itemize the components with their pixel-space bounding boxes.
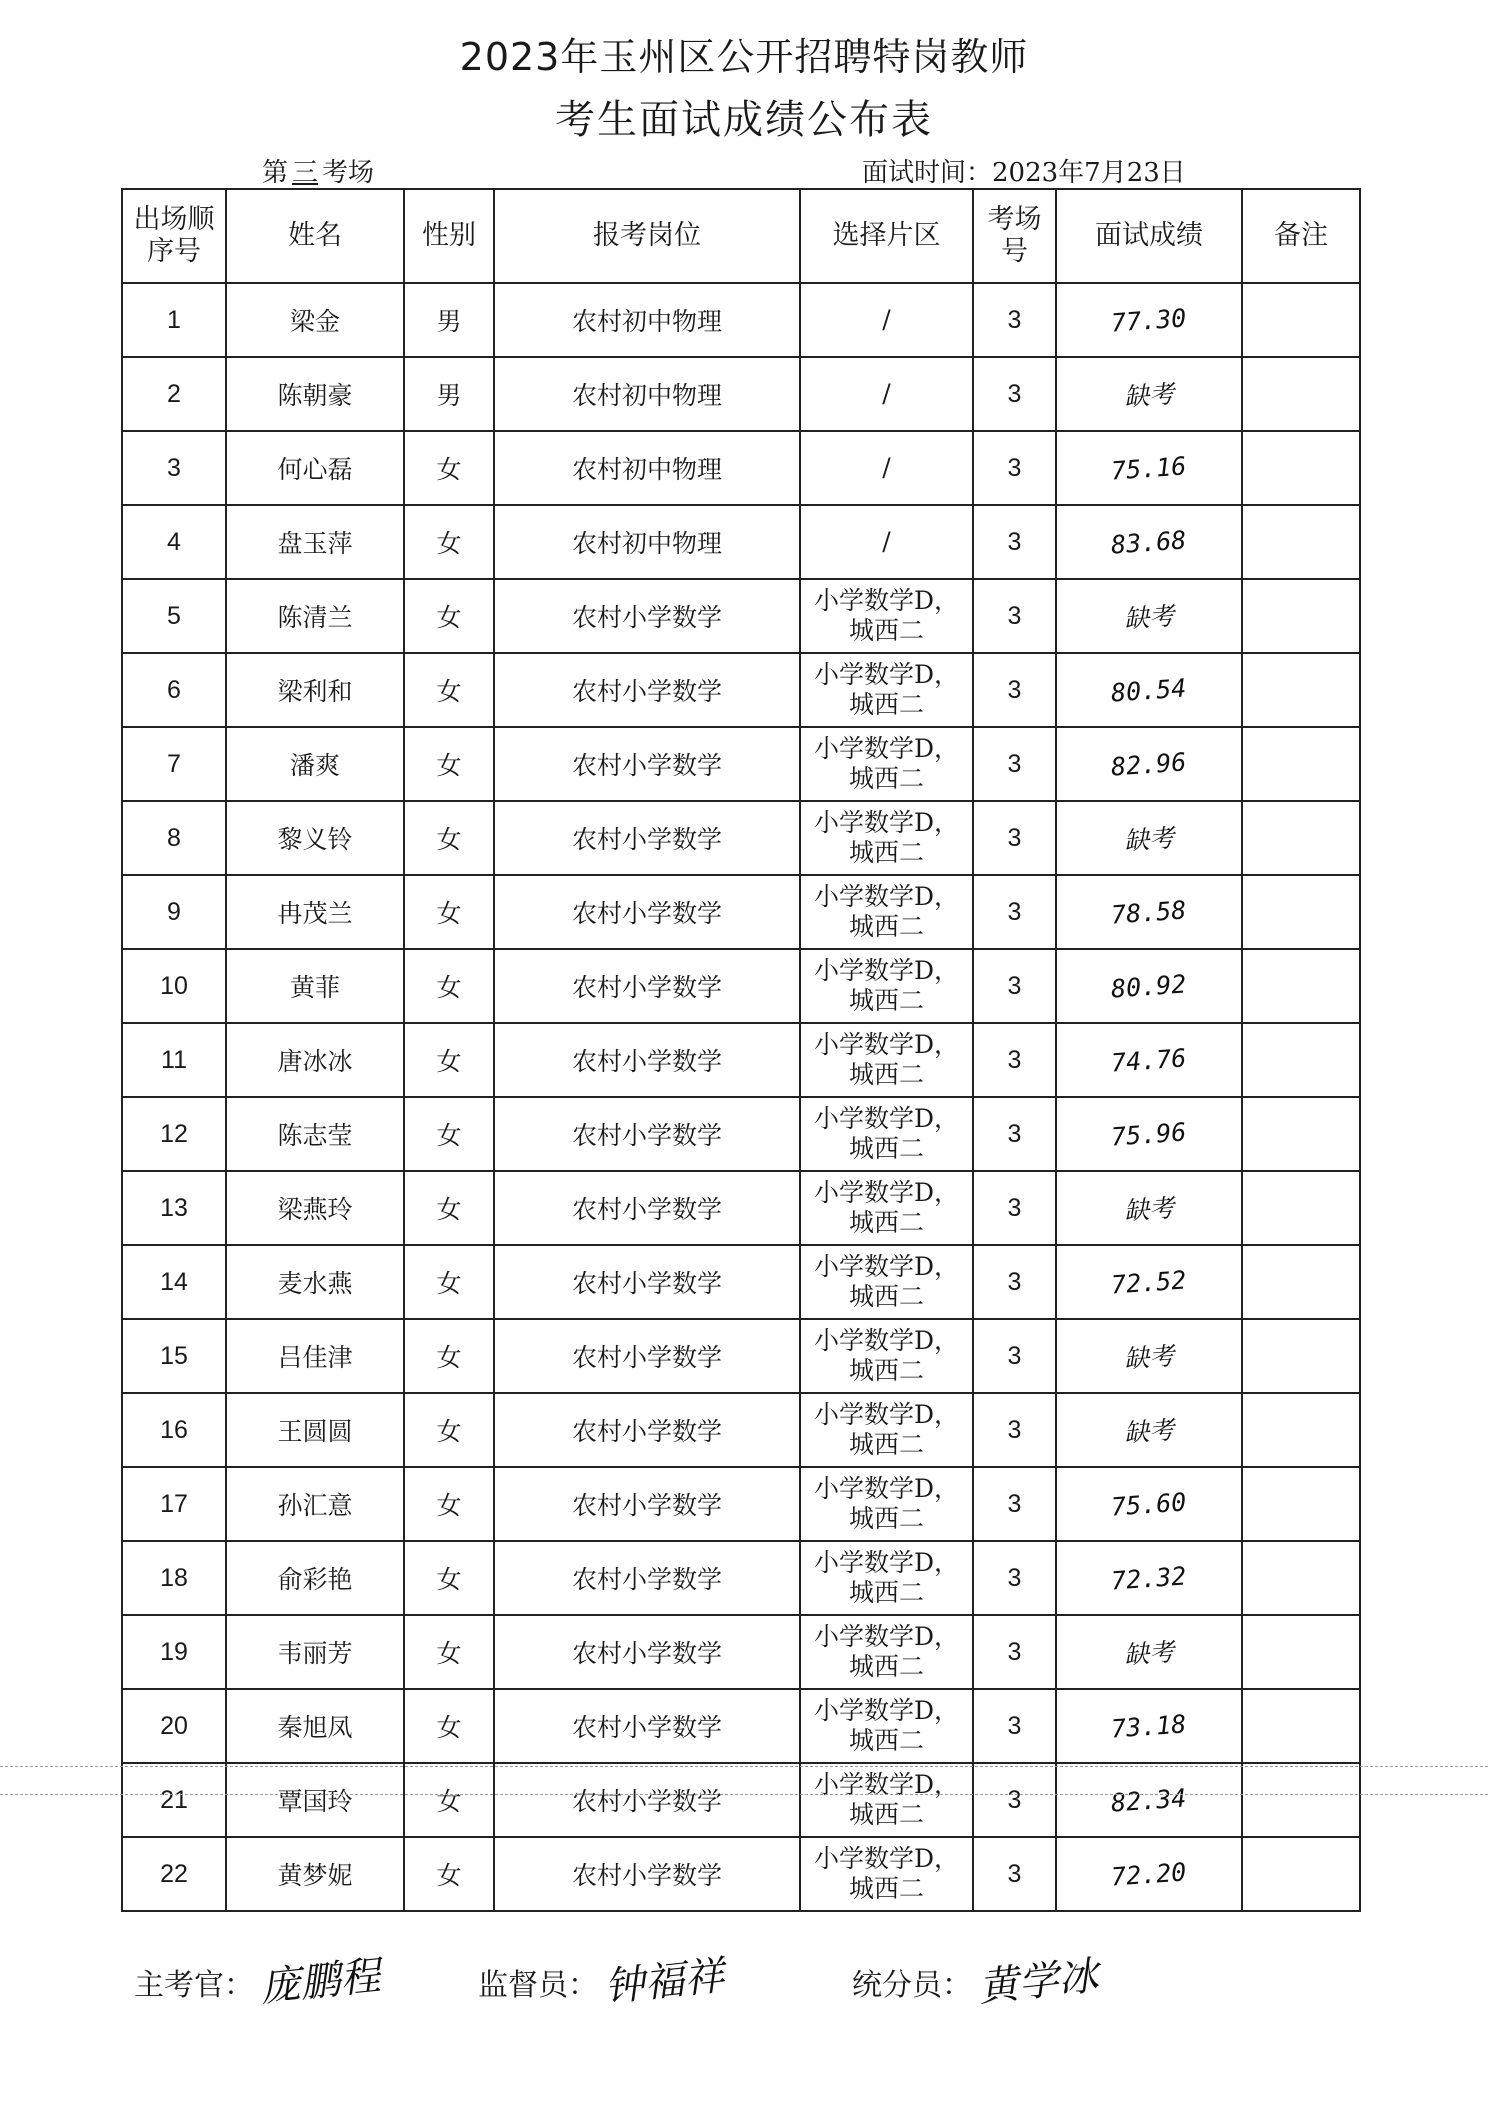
col-gender-cell: 女 bbox=[404, 1615, 494, 1689]
col-area-cell: 小学数学D， 城西二 bbox=[800, 875, 973, 949]
col-name-cell: 陈志莹 bbox=[226, 1097, 404, 1171]
col-room-cell: 3 bbox=[973, 579, 1056, 653]
col-area-cell: 小学数学D， 城西二 bbox=[800, 949, 973, 1023]
col-name-cell: 陈朝豪 bbox=[226, 357, 404, 431]
col-area-cell: 小学数学D， 城西二 bbox=[800, 1245, 973, 1319]
col-name-cell: 梁利和 bbox=[226, 653, 404, 727]
col-note-cell bbox=[1242, 1837, 1360, 1911]
handwritten-score: 缺考 bbox=[1123, 1193, 1176, 1226]
col-name-cell: 孙汇意 bbox=[226, 1467, 404, 1541]
col-room-cell: 3 bbox=[973, 1467, 1056, 1541]
col-gender-cell: 女 bbox=[404, 801, 494, 875]
handwritten-score: 75.16 bbox=[1110, 450, 1188, 486]
col-post-cell: 农村小学数学 bbox=[494, 1689, 800, 1763]
room-number: 三 bbox=[292, 158, 319, 188]
col-name-cell: 麦水燕 bbox=[226, 1245, 404, 1319]
col-score-cell bbox=[1056, 727, 1242, 801]
col-order-no-cell: 6 bbox=[122, 653, 226, 727]
col-room-header: 考场 号 bbox=[973, 189, 1056, 283]
col-order-no-cell: 20 bbox=[122, 1689, 226, 1763]
col-gender-cell: 女 bbox=[404, 653, 494, 727]
col-name-cell: 黎义铃 bbox=[226, 801, 404, 875]
table-row bbox=[122, 653, 1360, 727]
scan-artifact-line bbox=[0, 1794, 1488, 1795]
col-name-cell: 韦丽芳 bbox=[226, 1615, 404, 1689]
col-area-cell: 小学数学D， 城西二 bbox=[800, 1097, 973, 1171]
col-post-header: 报考岗位 bbox=[494, 189, 800, 283]
col-post-cell: 农村小学数学 bbox=[494, 1245, 800, 1319]
room-suffix: 考场 bbox=[322, 158, 375, 188]
handwritten-score: 78.58 bbox=[1110, 894, 1188, 930]
col-room-cell: 3 bbox=[973, 1689, 1056, 1763]
col-post-cell: 农村小学数学 bbox=[494, 1097, 800, 1171]
table-row bbox=[122, 875, 1360, 949]
scan-artifact-line bbox=[0, 1766, 1488, 1767]
exam-room-label bbox=[262, 152, 374, 189]
col-gender-cell: 女 bbox=[404, 431, 494, 505]
examiner-signature-block bbox=[134, 1950, 383, 2012]
col-note-cell bbox=[1242, 283, 1360, 357]
col-room-cell: 3 bbox=[973, 1541, 1056, 1615]
col-score-cell bbox=[1056, 1615, 1242, 1689]
col-note-cell bbox=[1242, 727, 1360, 801]
handwritten-score: 缺考 bbox=[1123, 601, 1176, 634]
col-name-cell: 梁金 bbox=[226, 283, 404, 357]
col-note-cell bbox=[1242, 1245, 1360, 1319]
col-note-cell bbox=[1242, 653, 1360, 727]
col-post-cell: 农村小学数学 bbox=[494, 1393, 800, 1467]
col-score-cell bbox=[1056, 1689, 1242, 1763]
col-score-cell bbox=[1056, 801, 1242, 875]
col-gender-cell: 女 bbox=[404, 1467, 494, 1541]
handwritten-score: 80.54 bbox=[1110, 672, 1188, 708]
table-row bbox=[122, 357, 1360, 431]
col-name-cell: 秦旭凤 bbox=[226, 1689, 404, 1763]
handwritten-score: 72.52 bbox=[1110, 1264, 1188, 1300]
col-gender-cell: 女 bbox=[404, 1689, 494, 1763]
handwritten-score: 缺考 bbox=[1123, 1637, 1176, 1670]
table-header-row bbox=[122, 189, 1360, 283]
col-note-cell bbox=[1242, 431, 1360, 505]
col-gender-cell: 女 bbox=[404, 1319, 494, 1393]
col-area-cell: 小学数学D， 城西二 bbox=[800, 1319, 973, 1393]
col-score-cell bbox=[1056, 875, 1242, 949]
col-order-no-cell: 21 bbox=[122, 1763, 226, 1837]
col-note-cell bbox=[1242, 505, 1360, 579]
table-row bbox=[122, 1467, 1360, 1541]
handwritten-score: 83.68 bbox=[1110, 524, 1188, 560]
col-gender-cell: 女 bbox=[404, 1245, 494, 1319]
table-row bbox=[122, 1837, 1360, 1911]
col-area-cell: 小学数学D， 城西二 bbox=[800, 653, 973, 727]
col-name-cell: 王圆圆 bbox=[226, 1393, 404, 1467]
col-gender-cell: 女 bbox=[404, 1393, 494, 1467]
col-area-cell: 小学数学D， 城西二 bbox=[800, 1023, 973, 1097]
col-name-header: 姓名 bbox=[226, 189, 404, 283]
table-row bbox=[122, 1245, 1360, 1319]
col-order-no-cell: 17 bbox=[122, 1467, 226, 1541]
signature-area bbox=[134, 1950, 1234, 2030]
col-note-cell bbox=[1242, 1097, 1360, 1171]
col-area-cell: 小学数学D， 城西二 bbox=[800, 1541, 973, 1615]
col-score-cell bbox=[1056, 1837, 1242, 1911]
col-post-cell: 农村小学数学 bbox=[494, 875, 800, 949]
scorer-signature: 黄学冰 bbox=[976, 1952, 1101, 2012]
col-gender-cell: 女 bbox=[404, 1171, 494, 1245]
document-subtitle: 考生面试成绩公布表 bbox=[555, 97, 933, 143]
col-room-cell: 3 bbox=[973, 431, 1056, 505]
handwritten-score: 缺考 bbox=[1123, 1415, 1176, 1448]
col-name-cell: 吕佳津 bbox=[226, 1319, 404, 1393]
col-gender-cell: 女 bbox=[404, 1837, 494, 1911]
col-order-no-cell: 4 bbox=[122, 505, 226, 579]
col-post-cell: 农村小学数学 bbox=[494, 1763, 800, 1837]
table-row bbox=[122, 1171, 1360, 1245]
col-room-cell: 3 bbox=[973, 801, 1056, 875]
scorer-label: 统分员： bbox=[852, 1968, 972, 2003]
handwritten-score: 75.96 bbox=[1110, 1116, 1188, 1152]
col-room-cell: 3 bbox=[973, 1245, 1056, 1319]
table-row bbox=[122, 431, 1360, 505]
col-order-no-cell: 11 bbox=[122, 1023, 226, 1097]
supervisor-signature: 钟福祥 bbox=[602, 1952, 727, 2012]
col-order-no-cell: 9 bbox=[122, 875, 226, 949]
col-order-no-cell: 19 bbox=[122, 1615, 226, 1689]
col-gender-cell: 女 bbox=[404, 579, 494, 653]
col-room-cell: 3 bbox=[973, 949, 1056, 1023]
col-note-cell bbox=[1242, 1023, 1360, 1097]
col-score-cell bbox=[1056, 1763, 1242, 1837]
examiner-label: 主考官： bbox=[134, 1968, 254, 2003]
table-row bbox=[122, 1763, 1360, 1837]
document-title: 2023年玉州区公开招聘特岗教师 bbox=[459, 35, 1029, 79]
handwritten-score: 80.92 bbox=[1110, 968, 1188, 1004]
col-note-header: 备注 bbox=[1242, 189, 1360, 283]
col-gender-cell: 男 bbox=[404, 357, 494, 431]
handwritten-score: 72.20 bbox=[1110, 1856, 1188, 1892]
col-score-cell bbox=[1056, 579, 1242, 653]
col-note-cell bbox=[1242, 1541, 1360, 1615]
col-note-cell bbox=[1242, 579, 1360, 653]
col-room-cell: 3 bbox=[973, 1319, 1056, 1393]
scorer-signature-block bbox=[852, 1950, 1101, 2012]
col-order-no-cell: 18 bbox=[122, 1541, 226, 1615]
col-order-no-cell: 15 bbox=[122, 1319, 226, 1393]
col-order-no-cell: 3 bbox=[122, 431, 226, 505]
col-score-cell bbox=[1056, 357, 1242, 431]
col-post-cell: 农村小学数学 bbox=[494, 1467, 800, 1541]
col-post-cell: 农村初中物理 bbox=[494, 357, 800, 431]
col-gender-header: 性别 bbox=[404, 189, 494, 283]
col-note-cell bbox=[1242, 1319, 1360, 1393]
col-score-cell bbox=[1056, 431, 1242, 505]
col-note-cell bbox=[1242, 1393, 1360, 1467]
col-room-cell: 3 bbox=[973, 283, 1056, 357]
handwritten-score: 缺考 bbox=[1123, 1341, 1176, 1374]
col-name-cell: 冉茂兰 bbox=[226, 875, 404, 949]
col-gender-cell: 女 bbox=[404, 1763, 494, 1837]
col-room-cell: 3 bbox=[973, 727, 1056, 801]
col-area-cell: / bbox=[800, 357, 973, 431]
col-post-cell: 农村小学数学 bbox=[494, 1023, 800, 1097]
col-area-cell: 小学数学D， 城西二 bbox=[800, 1467, 973, 1541]
supervisor-signature-block bbox=[478, 1950, 727, 2012]
score-table bbox=[121, 188, 1361, 1912]
col-score-cell bbox=[1056, 505, 1242, 579]
col-name-cell: 陈清兰 bbox=[226, 579, 404, 653]
col-name-cell: 梁燕玲 bbox=[226, 1171, 404, 1245]
col-gender-cell: 女 bbox=[404, 727, 494, 801]
table-row bbox=[122, 1319, 1360, 1393]
col-name-cell: 覃国玲 bbox=[226, 1763, 404, 1837]
col-order-no-cell: 5 bbox=[122, 579, 226, 653]
col-area-cell: / bbox=[800, 431, 973, 505]
col-score-cell bbox=[1056, 949, 1242, 1023]
handwritten-score: 82.34 bbox=[1110, 1782, 1188, 1818]
table-row bbox=[122, 1393, 1360, 1467]
col-post-cell: 农村小学数学 bbox=[494, 579, 800, 653]
col-name-cell: 黄梦妮 bbox=[226, 1837, 404, 1911]
col-order-no-header: 出场顺 序号 bbox=[122, 189, 226, 283]
table-row bbox=[122, 1097, 1360, 1171]
col-post-cell: 农村小学数学 bbox=[494, 1541, 800, 1615]
col-score-cell bbox=[1056, 1319, 1242, 1393]
col-area-cell: 小学数学D， 城西二 bbox=[800, 1171, 973, 1245]
col-area-cell: / bbox=[800, 283, 973, 357]
col-room-cell: 3 bbox=[973, 875, 1056, 949]
col-room-cell: 3 bbox=[973, 505, 1056, 579]
supervisor-label: 监督员： bbox=[478, 1968, 598, 2003]
col-name-cell: 潘爽 bbox=[226, 727, 404, 801]
table-row bbox=[122, 579, 1360, 653]
col-note-cell bbox=[1242, 1615, 1360, 1689]
col-post-cell: 农村小学数学 bbox=[494, 1837, 800, 1911]
col-name-cell: 唐冰冰 bbox=[226, 1023, 404, 1097]
room-prefix: 第 bbox=[262, 158, 289, 188]
col-name-cell: 盘玉萍 bbox=[226, 505, 404, 579]
table-row bbox=[122, 1023, 1360, 1097]
col-name-cell: 俞彩艳 bbox=[226, 1541, 404, 1615]
col-post-cell: 农村初中物理 bbox=[494, 505, 800, 579]
col-room-cell: 3 bbox=[973, 1023, 1056, 1097]
col-score-cell bbox=[1056, 1467, 1242, 1541]
col-order-no-cell: 14 bbox=[122, 1245, 226, 1319]
col-area-cell: 小学数学D， 城西二 bbox=[800, 1689, 973, 1763]
col-room-cell: 3 bbox=[973, 653, 1056, 727]
col-note-cell bbox=[1242, 875, 1360, 949]
col-area-cell: 小学数学D， 城西二 bbox=[800, 1393, 973, 1467]
table-row bbox=[122, 283, 1360, 357]
col-order-no-cell: 12 bbox=[122, 1097, 226, 1171]
col-note-cell bbox=[1242, 1171, 1360, 1245]
table-row bbox=[122, 949, 1360, 1023]
handwritten-score: 缺考 bbox=[1123, 823, 1176, 856]
col-gender-cell: 女 bbox=[404, 1097, 494, 1171]
col-gender-cell: 男 bbox=[404, 283, 494, 357]
table-row bbox=[122, 1689, 1360, 1763]
col-room-cell: 3 bbox=[973, 357, 1056, 431]
col-score-cell bbox=[1056, 1023, 1242, 1097]
col-note-cell bbox=[1242, 1763, 1360, 1837]
col-order-no-cell: 16 bbox=[122, 1393, 226, 1467]
col-score-cell bbox=[1056, 653, 1242, 727]
col-area-cell: 小学数学D， 城西二 bbox=[800, 801, 973, 875]
col-note-cell bbox=[1242, 1467, 1360, 1541]
col-room-cell: 3 bbox=[973, 1171, 1056, 1245]
table-row bbox=[122, 505, 1360, 579]
col-gender-cell: 女 bbox=[404, 1023, 494, 1097]
col-order-no-cell: 8 bbox=[122, 801, 226, 875]
col-area-cell: 小学数学D， 城西二 bbox=[800, 1837, 973, 1911]
col-note-cell bbox=[1242, 1689, 1360, 1763]
col-area-cell: 小学数学D， 城西二 bbox=[800, 579, 973, 653]
col-order-no-cell: 2 bbox=[122, 357, 226, 431]
handwritten-score: 73.18 bbox=[1110, 1708, 1188, 1744]
interview-date: 面试时间：2023年7月23日 bbox=[862, 158, 1186, 188]
col-post-cell: 农村初中物理 bbox=[494, 283, 800, 357]
col-room-cell: 3 bbox=[973, 1615, 1056, 1689]
col-score-cell bbox=[1056, 1171, 1242, 1245]
handwritten-score: 75.60 bbox=[1110, 1486, 1188, 1522]
table-row bbox=[122, 801, 1360, 875]
col-room-cell: 3 bbox=[973, 1763, 1056, 1837]
col-name-cell: 黄菲 bbox=[226, 949, 404, 1023]
col-post-cell: 农村小学数学 bbox=[494, 1171, 800, 1245]
col-note-cell bbox=[1242, 357, 1360, 431]
col-order-no-cell: 10 bbox=[122, 949, 226, 1023]
table-body bbox=[122, 283, 1360, 1911]
col-gender-cell: 女 bbox=[404, 875, 494, 949]
col-order-no-cell: 22 bbox=[122, 1837, 226, 1911]
col-score-cell bbox=[1056, 1393, 1242, 1467]
examiner-signature: 庞鹏程 bbox=[258, 1952, 383, 2012]
handwritten-score: 72.32 bbox=[1110, 1560, 1188, 1596]
col-score-cell bbox=[1056, 1541, 1242, 1615]
col-area-header: 选择片区 bbox=[800, 189, 973, 283]
col-order-no-cell: 1 bbox=[122, 283, 226, 357]
table-row bbox=[122, 727, 1360, 801]
col-score-cell bbox=[1056, 1097, 1242, 1171]
col-note-cell bbox=[1242, 949, 1360, 1023]
col-post-cell: 农村小学数学 bbox=[494, 1319, 800, 1393]
table-row bbox=[122, 1541, 1360, 1615]
col-room-cell: 3 bbox=[973, 1393, 1056, 1467]
handwritten-score: 缺考 bbox=[1123, 379, 1176, 412]
col-score-cell bbox=[1056, 1245, 1242, 1319]
col-post-cell: 农村小学数学 bbox=[494, 1615, 800, 1689]
col-room-cell: 3 bbox=[973, 1097, 1056, 1171]
col-note-cell bbox=[1242, 801, 1360, 875]
col-post-cell: 农村小学数学 bbox=[494, 727, 800, 801]
col-room-cell: 3 bbox=[973, 1837, 1056, 1911]
col-area-cell: 小学数学D， 城西二 bbox=[800, 1615, 973, 1689]
col-area-cell: / bbox=[800, 505, 973, 579]
col-post-cell: 农村初中物理 bbox=[494, 431, 800, 505]
col-post-cell: 农村小学数学 bbox=[494, 653, 800, 727]
handwritten-score: 77.30 bbox=[1110, 302, 1188, 338]
col-post-cell: 农村小学数学 bbox=[494, 801, 800, 875]
handwritten-score: 74.76 bbox=[1110, 1042, 1188, 1078]
handwritten-score: 82.96 bbox=[1110, 746, 1188, 782]
col-gender-cell: 女 bbox=[404, 505, 494, 579]
col-gender-cell: 女 bbox=[404, 949, 494, 1023]
col-gender-cell: 女 bbox=[404, 1541, 494, 1615]
col-score-cell bbox=[1056, 283, 1242, 357]
col-name-cell: 何心磊 bbox=[226, 431, 404, 505]
col-order-no-cell: 7 bbox=[122, 727, 226, 801]
table-row bbox=[122, 1615, 1360, 1689]
col-order-no-cell: 13 bbox=[122, 1171, 226, 1245]
col-area-cell: 小学数学D， 城西二 bbox=[800, 727, 973, 801]
col-area-cell: 小学数学D， 城西二 bbox=[800, 1763, 973, 1837]
col-score-header: 面试成绩 bbox=[1056, 189, 1242, 283]
col-post-cell: 农村小学数学 bbox=[494, 949, 800, 1023]
